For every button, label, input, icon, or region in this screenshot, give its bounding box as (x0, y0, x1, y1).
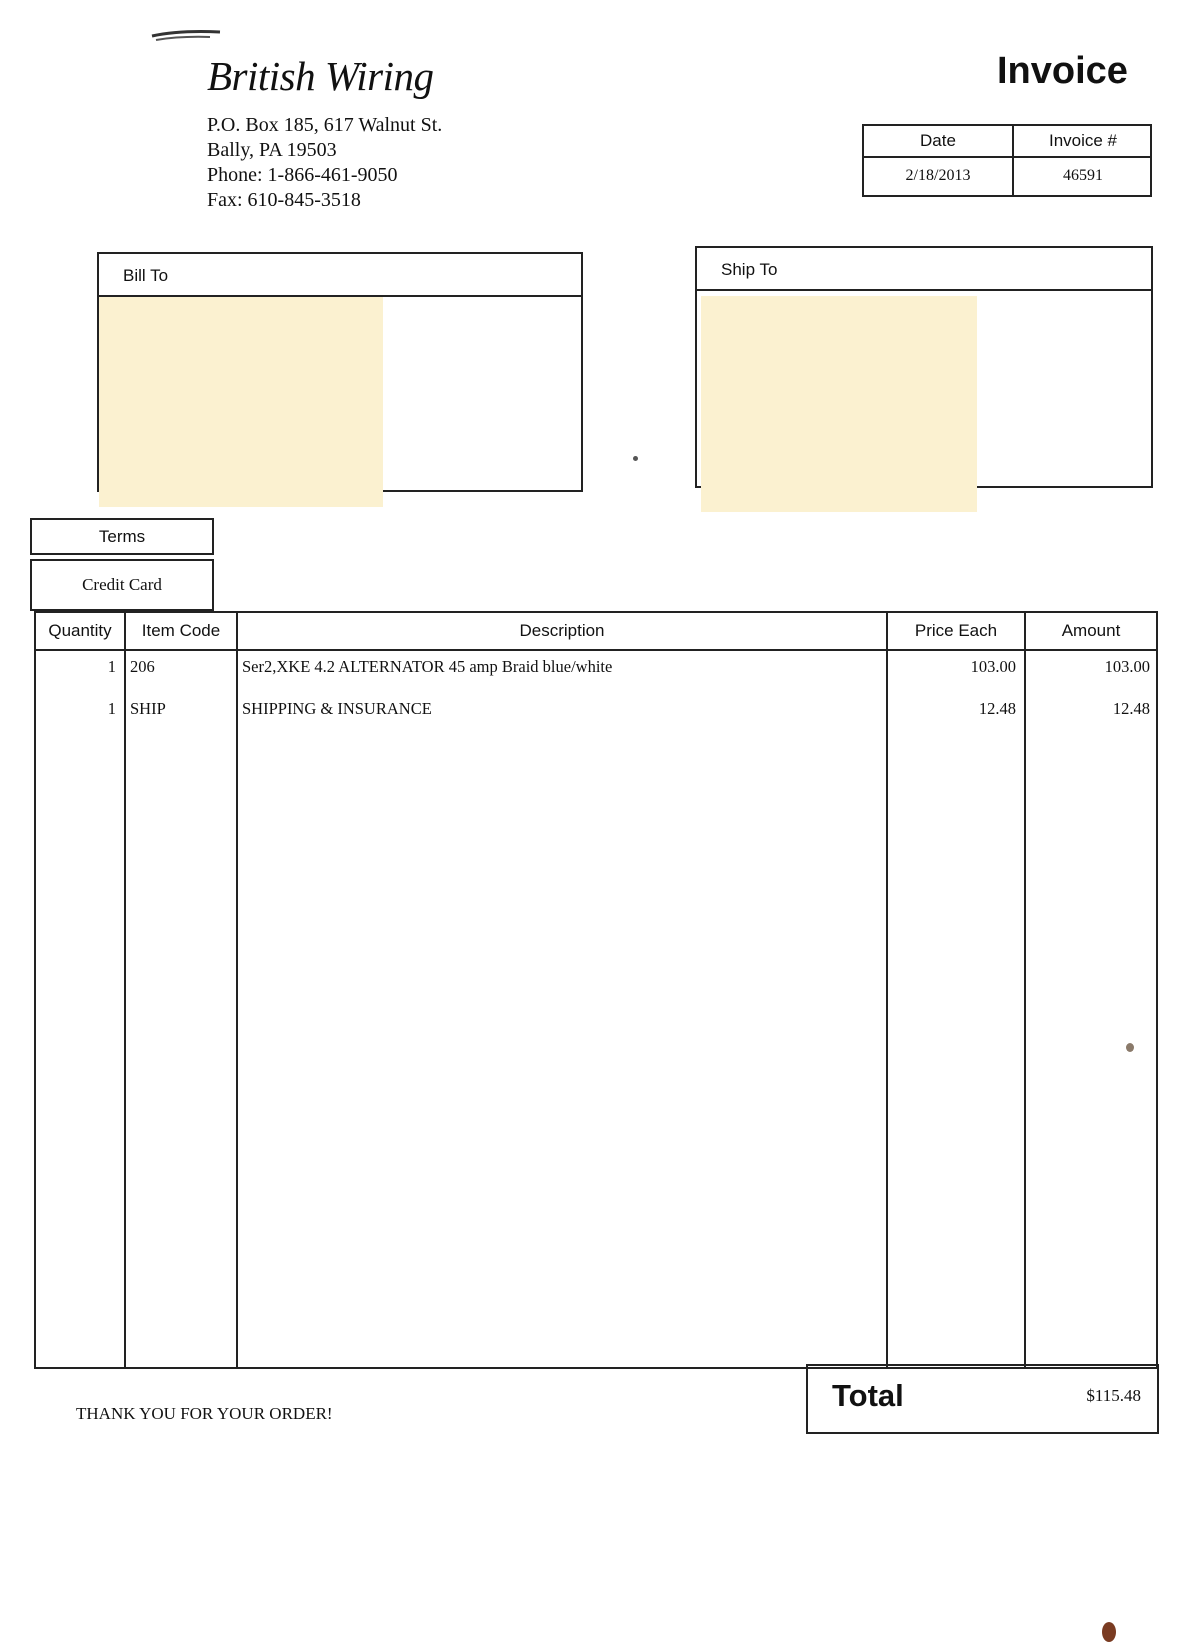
invoice-number-label: Invoice # (1012, 126, 1152, 158)
header-quantity: Quantity (48, 621, 112, 640)
scan-speck (633, 456, 638, 461)
bill-to-box (97, 252, 583, 492)
row-item-code: SHIP (130, 699, 166, 718)
row-amount: 12.48 (1112, 699, 1150, 718)
table-row (36, 654, 1156, 694)
total-label: Total (832, 1378, 904, 1413)
date-value: 2/18/2013 (905, 167, 971, 184)
terms-value: Credit Card (30, 559, 214, 611)
header-item-code: Item Code (141, 621, 221, 640)
ship-to-label: Ship To (697, 248, 1151, 291)
fax-line: Fax: 610-845-3518 (207, 189, 361, 211)
thank-you-note: THANK YOU FOR YOUR ORDER! (76, 1404, 333, 1423)
scan-speck (1126, 1043, 1134, 1052)
invoice-meta-box (862, 124, 1152, 197)
bill-to-label: Bill To (99, 254, 581, 297)
date-label: Date (864, 126, 1012, 158)
address-line: Bally, PA 19503 (207, 139, 337, 161)
phone-line: Phone: 1-866-461-9050 (207, 164, 398, 186)
row-description: Ser2,XKE 4.2 ALTERNATOR 45 amp Braid blue/white (242, 657, 613, 676)
address-line: P.O. Box 185, 617 Walnut St. (207, 114, 443, 136)
row-quantity: 1 (107, 699, 116, 718)
line-items-table (34, 611, 1158, 1369)
company-address (207, 113, 442, 213)
header-description: Description (519, 621, 605, 640)
row-price: 103.00 (970, 657, 1016, 676)
header-amount: Amount (1061, 621, 1121, 640)
row-item-code: 206 (130, 657, 155, 676)
header-price-each: Price Each (914, 621, 998, 640)
invoice-number-value: 46591 (1012, 156, 1152, 195)
bill-to-redaction (99, 297, 383, 507)
row-description: SHIPPING & INSURANCE (242, 699, 432, 718)
table-header (36, 613, 1156, 651)
row-price: 12.48 (978, 699, 1016, 718)
row-quantity: 1 (107, 657, 116, 676)
scan-speck (1102, 1622, 1116, 1642)
table-row (36, 696, 1156, 736)
document-title: Invoice (997, 50, 1128, 92)
total-box (806, 1364, 1159, 1434)
pen-mark-icon (150, 22, 224, 44)
total-value: $115.48 (1086, 1386, 1141, 1405)
row-amount: 103.00 (1104, 657, 1150, 676)
company-name: British Wiring (207, 53, 434, 99)
terms-label: Terms (30, 518, 214, 555)
ship-to-box (695, 246, 1153, 488)
ship-to-redaction (701, 296, 977, 512)
